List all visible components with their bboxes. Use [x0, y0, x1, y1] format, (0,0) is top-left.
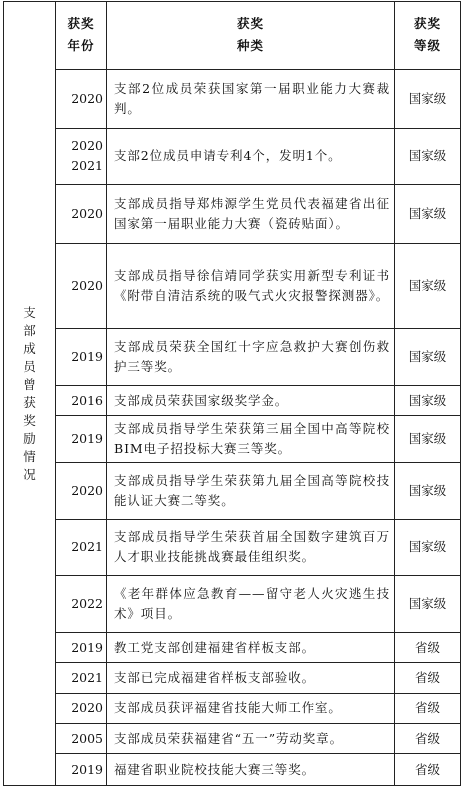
award-year [56, 576, 107, 633]
side-label: 支部成员曾获奖励情况 [23, 304, 36, 482]
award-year-value: 2005 [71, 730, 103, 746]
award-level: 省级 [395, 724, 461, 754]
award-year-value: 2021 [71, 670, 103, 686]
award-description: 支部成员指导徐信靖同学获实用新型专利证书《附带自清洁系统的吸气式火灾报警探测器》。 [107, 244, 395, 329]
header-row [4, 2, 461, 70]
table-row [4, 244, 461, 329]
award-year [56, 754, 107, 786]
header-year [56, 2, 107, 70]
award-year [56, 69, 107, 128]
award-year [56, 462, 107, 519]
award-level: 国家级 [395, 519, 461, 576]
award-description: 教工党支部创建福建省样板支部。 [107, 632, 395, 662]
award-year [56, 128, 107, 185]
award-description: 支部成员获评福建省技能大师工作室。 [107, 693, 395, 723]
award-year-value: 2019 [71, 348, 103, 364]
award-level: 国家级 [395, 416, 461, 463]
award-year-value: 2016 [71, 392, 103, 408]
award-year-value: 2020 [71, 482, 103, 498]
award-description: 福建省职业院校技能大赛三等奖。 [107, 754, 395, 786]
award-year-value: 2019 [71, 431, 103, 447]
award-year-value: 2019 [71, 639, 103, 655]
table-row [4, 329, 461, 386]
award-description: 支部成员荣获国家级奖学金。 [107, 385, 395, 415]
table-row [4, 693, 461, 723]
table-row [4, 69, 461, 128]
award-year [56, 693, 107, 723]
award-year-value: 2020 [71, 700, 103, 716]
table-row [4, 416, 461, 463]
award-year-value: 2020 [71, 206, 103, 222]
award-level: 国家级 [395, 385, 461, 415]
award-description: 支部2位成员荣获国家第一届职业能力大赛裁判。 [107, 69, 395, 128]
table-row [4, 519, 461, 576]
award-level: 国家级 [395, 69, 461, 128]
award-level: 国家级 [395, 576, 461, 633]
table-row [4, 724, 461, 754]
table-row [4, 462, 461, 519]
award-year-value: 2020 [71, 278, 103, 294]
awards-document [3, 1, 460, 786]
award-description: 支部成员指导学生荣获首届全国数字建筑百万人才职业技能挑战赛最佳组织奖。 [107, 519, 395, 576]
header-type-line2: 种类 [236, 38, 264, 54]
award-level: 国家级 [395, 329, 461, 386]
award-description: 支部成员指导学生荣获第三届全国中高等院校BIM电子招投标大赛三等奖。 [107, 416, 395, 463]
award-description: 支部成员荣获全国红十字应急救护大赛创伤救护三等奖。 [107, 329, 395, 386]
award-year [56, 329, 107, 386]
award-level: 国家级 [395, 128, 461, 185]
award-year [56, 185, 107, 244]
award-year [56, 663, 107, 693]
table-row [4, 663, 461, 693]
award-description: 支部成员指导学生荣获第九届全国高等院校技能认证大赛二等奖。 [107, 462, 395, 519]
award-level: 国家级 [395, 462, 461, 519]
award-year-value: 2021 [71, 539, 103, 555]
award-level: 省级 [395, 663, 461, 693]
award-year [56, 416, 107, 463]
award-year-value: 2019 [71, 761, 103, 777]
table-row [4, 385, 461, 415]
award-level: 国家级 [395, 185, 461, 244]
award-year [56, 244, 107, 329]
header-level-line2: 等级 [413, 38, 441, 54]
table-row [4, 185, 461, 244]
header-year-line2: 年份 [67, 38, 95, 54]
award-year [56, 385, 107, 415]
awards-table [3, 1, 461, 786]
header-year-line1: 获奖 [67, 16, 95, 32]
award-year-value-2: 2021 [71, 158, 103, 174]
award-level: 省级 [395, 632, 461, 662]
table-row [4, 632, 461, 662]
award-description: 支部成员荣获福建省“五一”劳动奖章。 [107, 724, 395, 754]
award-year [56, 724, 107, 754]
table-row [4, 576, 461, 633]
award-year-value: 2020 [71, 138, 103, 154]
award-level: 省级 [395, 754, 461, 786]
table-row [4, 128, 461, 185]
award-year [56, 632, 107, 662]
award-level: 省级 [395, 693, 461, 723]
side-label-cell [4, 2, 56, 786]
award-description: 支部2位成员申请专利4个，发明1个。 [107, 128, 395, 185]
header-type-line1: 获奖 [236, 16, 264, 32]
table-row [4, 754, 461, 786]
award-year [56, 519, 107, 576]
header-level-line1: 获奖 [413, 16, 441, 32]
header-level [395, 2, 461, 70]
award-year-value: 2020 [71, 90, 103, 106]
header-type [107, 2, 395, 70]
award-description: 支部已完成福建省样板支部验收。 [107, 663, 395, 693]
award-year-value: 2022 [71, 596, 103, 612]
award-description: 支部成员指导郑炜源学生党员代表福建省出征国家第一届职业能力大赛（瓷砖贴面）。 [107, 185, 395, 244]
award-level: 国家级 [395, 244, 461, 329]
award-description: 《老年群体应急教育——留守老人火灾逃生技术》项目。 [107, 576, 395, 633]
